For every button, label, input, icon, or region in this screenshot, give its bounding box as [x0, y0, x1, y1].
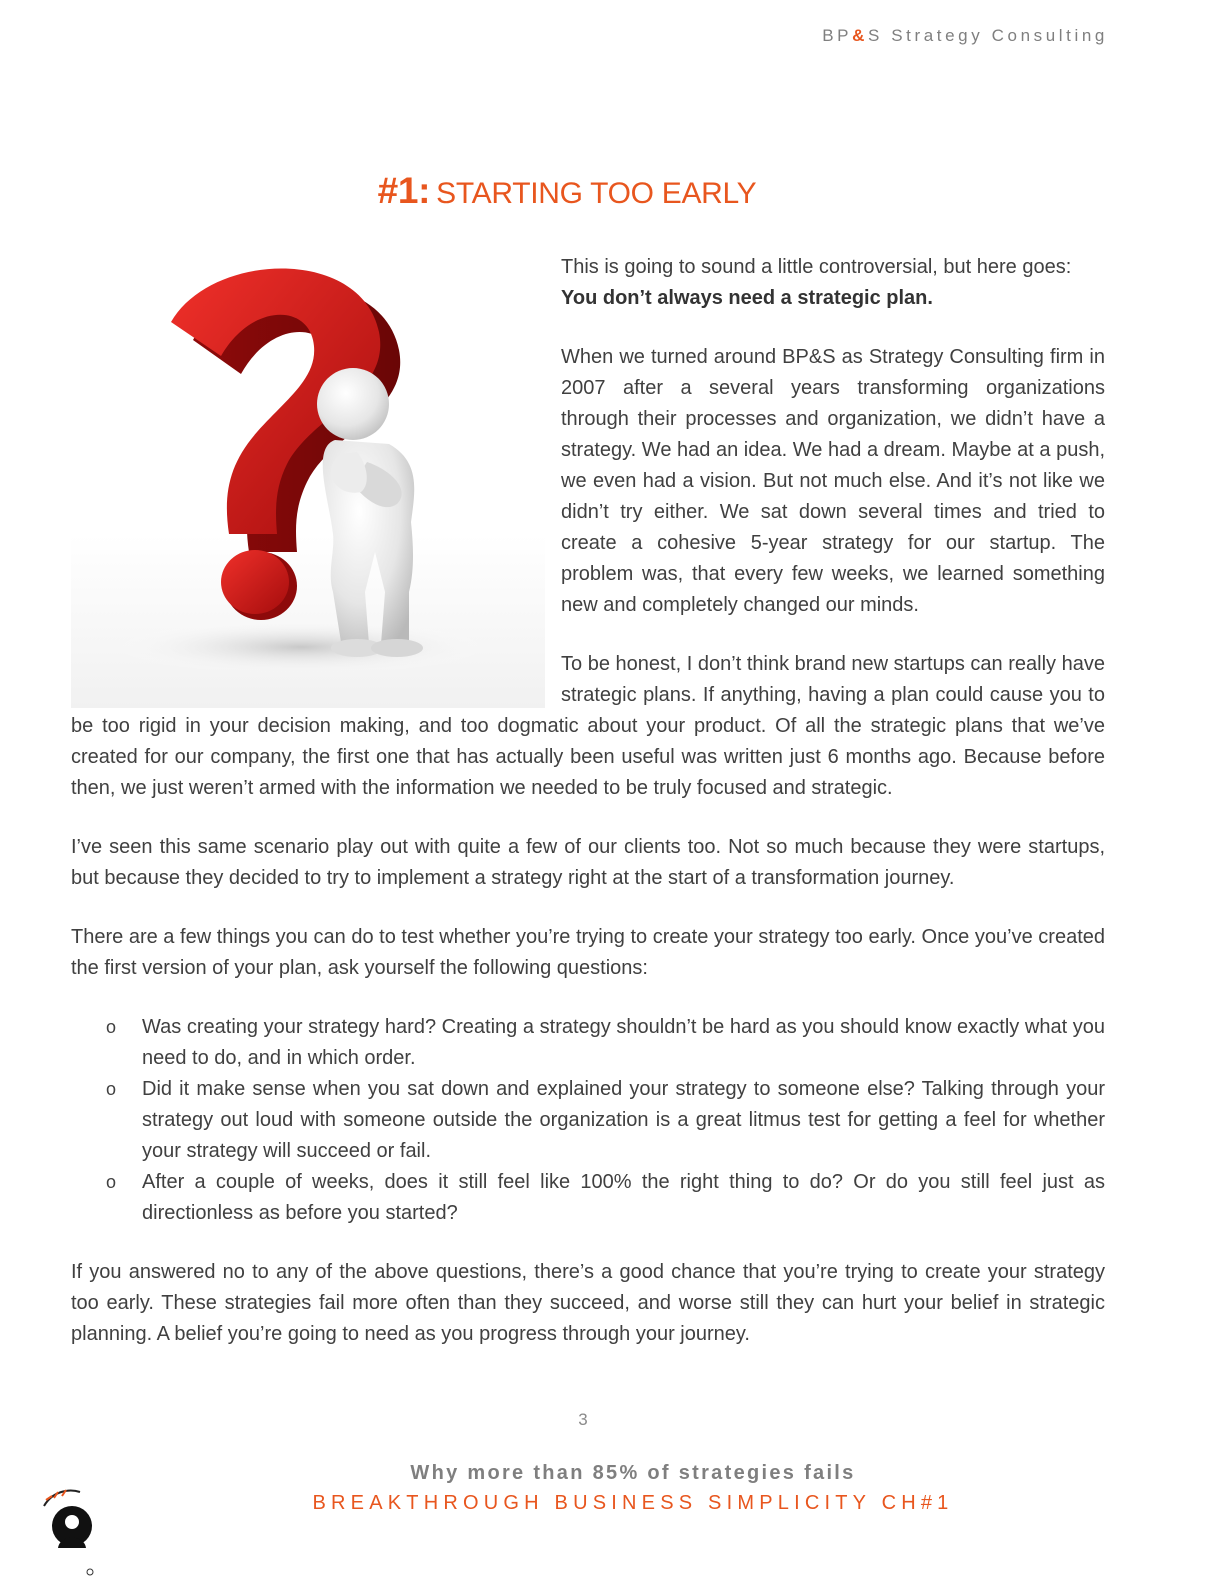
question-text: Did it make sense when you sat down and explained your strategy to someone else? Talking through your strategy out loud with someone outside the organization is a great litmus test for getting a feel for whether your strategy will succeed or fail. [142, 1078, 1105, 1162]
section-number: #1: [377, 170, 431, 211]
paragraph-startups: To be honest, I don’t think brand new startups can really have strategic plans. If anything, having a plan could cause you to be too rigid in your decision making, and too dogmatic about your product. Of all the strategic plans that we’ve created for our company, the first one that has actually been useful was written just 6 months ago. Because before then, we just weren’t armed with the information we needed to be truly focused and strategic. [71, 653, 1105, 799]
bullet-circle-icon: o [106, 1172, 117, 1192]
body-content [71, 252, 1105, 1378]
question-text: Was creating your strategy hard? Creating a strategy shouldn’t be hard as you should know exactly what you need to do, and in which order. [142, 1016, 1105, 1069]
footer-subtitle: Why more than 85% of strategies fails [410, 1462, 856, 1484]
section-heading [0, 170, 1134, 212]
intro-bold-statement: You don’t always need a strategic plan. [561, 287, 933, 309]
brand-prefix: BP [822, 26, 853, 45]
publisher-logo-icon [36, 1478, 100, 1578]
paragraph-conclusion: If you answered no to any of the above questions, there’s a good chance that you’re trying to create your strategy too early. These strategies fail more often than they succeed, and worse still they can hurt your belief in strategic planning. A belief you’re going to need as you progress through your journey. [71, 1261, 1105, 1345]
list-item [106, 1074, 1105, 1167]
question-mark-figure-image [71, 252, 545, 708]
intro-line: This is going to sound a little controversial, but here goes: [561, 256, 1072, 278]
list-item [106, 1012, 1105, 1074]
paragraph-clients: I’ve seen this same scenario play out with quite a few of our clients too. Not so much because they were startups, but because they decided to try to implement a strategy right at the start of a transformation journey. [71, 836, 1105, 889]
question-list [71, 1012, 1105, 1229]
paragraph-test: There are a few things you can do to test whether you’re trying to create your strategy too early. Once you’ve created the first version of your plan, ask yourself the following questions: [71, 926, 1105, 979]
brand-suffix: S Strategy Consulting [867, 26, 1108, 45]
question-text: After a couple of weeks, does it still feel like 100% the right thing to do? Or do you still feel just as directionless as before you started? [142, 1171, 1105, 1224]
brand-ampersand: & [852, 26, 868, 45]
publisher-logo [36, 1478, 100, 1583]
section-title: STARTING TOO EARLY [436, 177, 757, 210]
list-item [106, 1167, 1105, 1229]
bullet-circle-icon: o [106, 1079, 117, 1099]
footer-title: BREAKTHROUGH BUSINESS SIMPLICITY CH#1 [312, 1492, 954, 1514]
page-number: 3 [578, 1410, 588, 1429]
paragraph-history: When we turned around BP&S as Strategy Consulting firm in 2007 after a several years transforming organizations through their processes and organization, we didn’t have a strategy. We had an idea. We had a dream. Maybe at a push, we even had a vision. But not much else. And it’s not like we didn’t try either. We sat down several times and tried to create a cohesive 5-year strategy for our startup. The problem was, that every few weeks, we learned something new and completely changed our minds. [561, 346, 1105, 616]
bullet-circle-icon: o [106, 1017, 117, 1037]
running-header [822, 26, 1108, 46]
question-mark-illustration [71, 252, 545, 708]
